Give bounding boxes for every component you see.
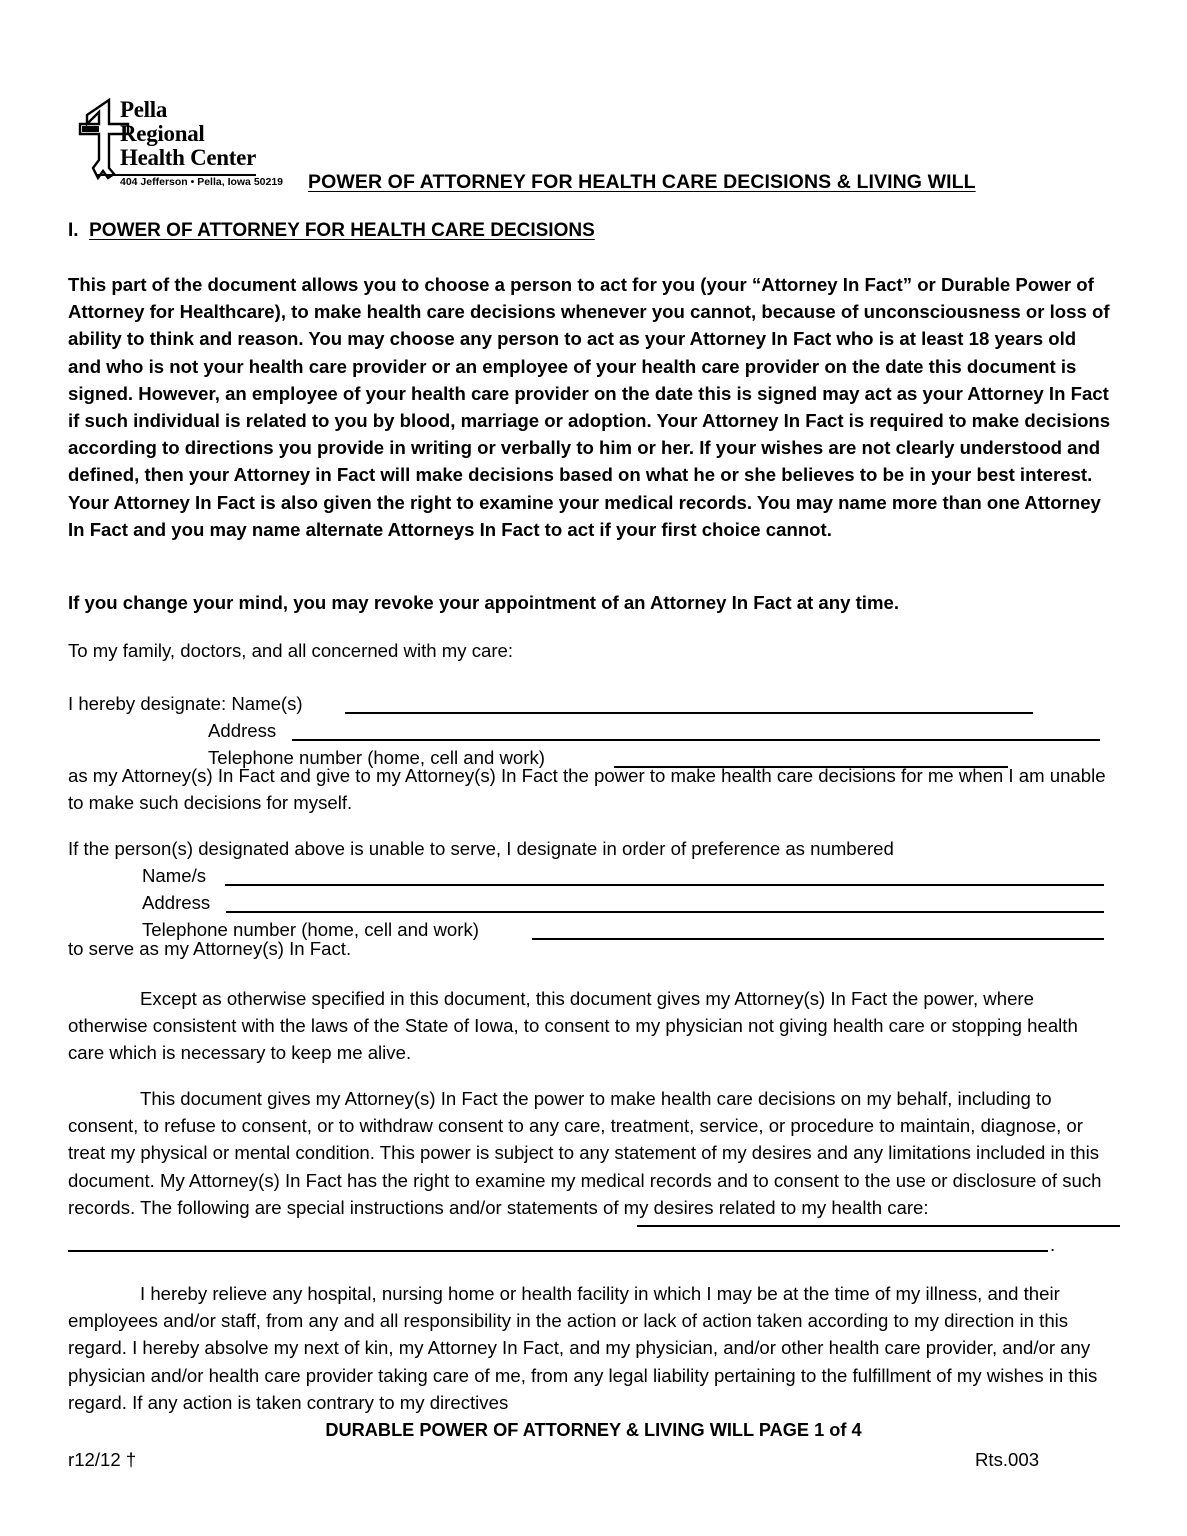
primary-address-label: Address — [208, 720, 277, 742]
section-heading-text: POWER OF ATTORNEY FOR HEALTH CARE DECISIONS — [89, 220, 595, 241]
alternate-name-blank[interactable] — [225, 884, 1104, 886]
intro-paragraph: This part of the document allows you to choose a person to act for you (your “Attorney In Fact” or Durable Power of Attorney for Healthcare), to make health care decisions whenever you cannot, because of unconsciousness or loss of ability to think and reason. You may choose any person to act as your Attorney In Fact who is at least 18 years old and who is not your health care provider or an employee of your health care provider on the date this document is signed. However, an employee of your health care provider on the date this is signed may act as your Attorney In Fact if such individual is related to you by blood, marriage or adoption. Your Attorney In Fact is required to make decisions according to directions you provide in writing or verbally to him or her. If your wishes are not clearly understood and defined, then your Attorney in Fact will make decisions based on what he or she believes to be in your best interest. Your Attorney In Fact is also given the right to examine your medical records. You may name more than one Attorney In Fact and you may name alternate Attorneys In Fact to act if your first choice cannot. — [68, 274, 1111, 540]
page-header — [0, 0, 1187, 210]
primary-name-label: I hereby designate: Name(s) — [68, 693, 303, 714]
primary-address-row — [68, 717, 1114, 744]
addressed-to-line: To my family, doctors, and all concerned with my care: — [68, 640, 514, 661]
footer-revision-code: r12/12 † — [68, 1449, 137, 1470]
section-number: I. — [68, 220, 79, 241]
alternate-lead-paragraph: If the person(s) designated above is unable to serve, I designate in order of preference as numbered — [68, 838, 894, 859]
special-instructions-period: . — [1050, 1234, 1056, 1255]
logo-line-2: Regional — [120, 121, 205, 146]
relieve-paragraph: I hereby relieve any hospital, nursing home or health facility in which I may be at the time of my illness, and their employees and/or staff, from any and all responsibility in the action or lack of action taken according to my direction in this regard. I hereby absolve my next of kin, my Attorney In Fact, and my physician, and/or other health care provider, and/or any physician and/or health care provider taking care of me, from any legal liability pertaining to the fulfillment of my wishes in this regard. If any action is taken contrary to my directives — [68, 1283, 1098, 1413]
alternate-name-row — [68, 862, 1114, 889]
alternate-name-label: Name/s — [142, 865, 207, 886]
logo-line-1: Pella — [120, 97, 168, 122]
logo-line-3: Health Center — [120, 145, 256, 170]
alternate-address-label: Address — [142, 892, 211, 914]
primary-name-blank[interactable] — [345, 712, 1033, 714]
pella-regional-health-center-logo — [78, 98, 288, 194]
document-title: POWER OF ATTORNEY FOR HEALTH CARE DECISIONS & LIVING WILL — [308, 171, 976, 193]
alternate-address-row — [68, 889, 1114, 916]
logo-wordmark — [120, 98, 292, 170]
logo-address: 404 Jefferson • Pella, Iowa 50219 — [120, 176, 284, 188]
revoke-notice: If you change your mind, you may revoke your appointment of an Attorney In Fact at any time. — [68, 592, 900, 613]
after-alternate-line: to serve as my Attorney(s) In Fact. — [68, 938, 352, 959]
footer-center-title: DURABLE POWER OF ATTORNEY & LIVING WILL PAGE 1 of 4 — [325, 1420, 862, 1440]
primary-designation-fields — [68, 690, 1114, 772]
except-paragraph: Except as otherwise specified in this document, this document gives my Attorney(s) In Fact the power, where otherwise consistent with the laws of the State of Iowa, to consent to my physician not giving health care or stopping health care which is necessary to keep me alive. — [68, 988, 1078, 1064]
primary-name-row — [68, 690, 1114, 717]
primary-address-blank[interactable] — [292, 739, 1100, 741]
primary-phone-label: Telephone number (home, cell and work) — [208, 747, 545, 769]
special-instructions-blank-1[interactable] — [637, 1225, 1120, 1227]
special-instructions-blank-2[interactable] — [68, 1250, 1048, 1252]
after-primary-paragraph: as my Attorney(s) In Fact and give to my Attorney(s) In Fact the power to make health care decisions for me when I am unable to make such decisions for myself. — [68, 765, 1106, 814]
alternate-address-blank[interactable] — [226, 911, 1104, 913]
powers-paragraph: This document gives my Attorney(s) In Fact the power to make health care decisions on my behalf, including to consent, to refuse to consent, or to withdraw consent to any care, treatment, service, or procedure to maintain, diagnose, or treat my physical or mental condition. This power is subject to any statement of my desires and any limitations included in this document. My Attorney(s) In Fact has the right to examine my medical records and to consent to the use or disclosure of such records. The following are special instructions and/or statements of my desires related to my health care: — [68, 1088, 1102, 1218]
alternate-phone-label: Telephone number (home, cell and work) — [142, 919, 479, 941]
section-heading — [68, 220, 595, 242]
alternate-designation-fields — [68, 862, 1114, 944]
footer-form-code: Rts.003 — [975, 1449, 1040, 1470]
